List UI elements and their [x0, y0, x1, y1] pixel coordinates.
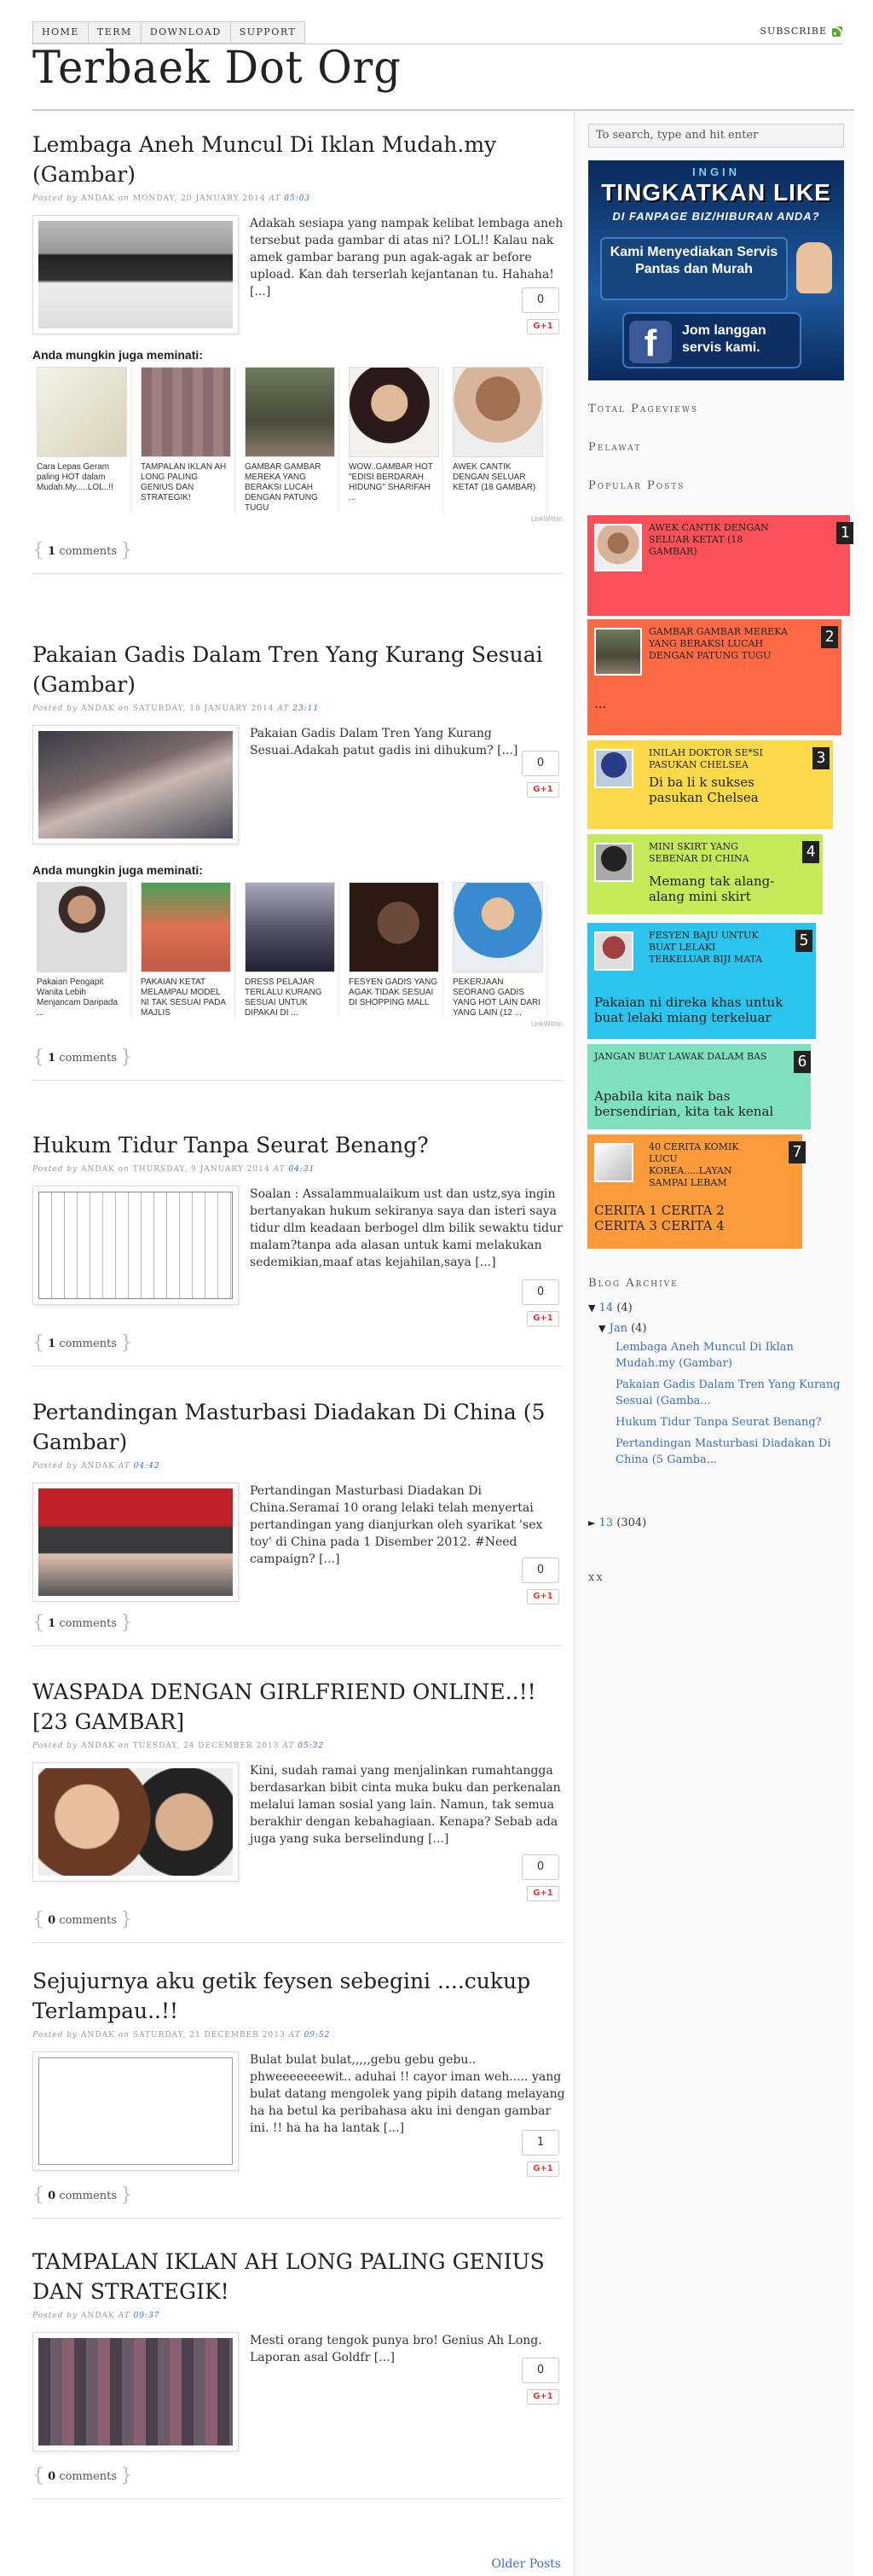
gplus-button[interactable]: G+1: [527, 782, 559, 798]
related-caption[interactable]: AWEK CANTIK DENGAN SELUAR KETAT (18 GAMBAR): [453, 462, 536, 492]
nav-term[interactable]: TERM: [89, 22, 142, 43]
sidebar-xx: xx: [588, 1571, 604, 1584]
on-label: on: [118, 194, 130, 203]
post-separator: [32, 2498, 563, 2499]
popular-post-2[interactable]: [587, 619, 841, 735]
at-label: AT: [118, 1462, 130, 1471]
popular-thumb[interactable]: [594, 843, 633, 882]
popular-rank: 2: [821, 626, 838, 648]
banner-line1: INGIN: [691, 165, 741, 178]
comments-link[interactable]: { 1 comments }: [32, 1612, 133, 1633]
facebook-icon: f: [629, 321, 672, 363]
post-date: TUESDAY, 24 DECEMBER 2013: [132, 1742, 280, 1750]
posted-by-label: Posted by: [32, 705, 78, 713]
post-thumbnail[interactable]: [32, 2332, 239, 2451]
comments-label[interactable]: comments: [59, 1914, 118, 1927]
post-thumbnail[interactable]: [32, 2051, 239, 2171]
post-title[interactable]: Sejujurnya aku getik feysen sebegini ....cukup Terlampau..!!: [32, 1969, 531, 2023]
related-caption[interactable]: FESYEN GADIS YANG AGAK TIDAK SESUAI DI SHOPPING MALL: [349, 978, 438, 1007]
post: [32, 1130, 563, 1366]
gplus-button[interactable]: G+1: [527, 1589, 559, 1604]
related-caption[interactable]: PEKERJAAN SEORANG GADIS YANG HOT LAIN DARI YANG LAIN (12 ...: [453, 978, 541, 1018]
popular-posts-heading: Popular Posts: [588, 479, 685, 492]
archive-post-link[interactable]: Pertandingan Masturbasi Diadakan Di China (5 Gamba...: [616, 1437, 831, 1466]
related-item[interactable]: [32, 367, 131, 513]
archive-post-link[interactable]: Lembaga Aneh Muncul Di Iklan Mudah.my (Gambar): [616, 1341, 794, 1370]
post-thumbnail[interactable]: [32, 215, 239, 334]
post-title[interactable]: TAMPALAN IKLAN AH LONG PALING GENIUS DAN STRATEGIK!: [32, 2249, 545, 2304]
post-title[interactable]: Pakaian Gadis Dalam Tren Yang Kurang Sesuai (Gambar): [32, 642, 543, 697]
post-meta: [32, 1742, 563, 1750]
post-body: [32, 2051, 563, 2179]
posted-by-label: Posted by: [32, 2312, 78, 2320]
posted-by-label: Posted by: [32, 2031, 78, 2039]
post-date: MONDAY, 20 JANUARY 2014: [132, 194, 266, 203]
comments-count[interactable]: 1: [48, 1337, 56, 1350]
comments-count[interactable]: 1: [48, 1052, 56, 1065]
post-separator: [32, 1645, 563, 1646]
post-body: [32, 215, 563, 343]
share-counter: 0: [522, 1854, 559, 1880]
banner-subscribe[interactable]: [622, 312, 801, 368]
post-time[interactable]: 09:37: [133, 2312, 160, 2320]
comments-link[interactable]: { 1 comments }: [32, 1332, 133, 1354]
post-author[interactable]: ANDAK: [81, 705, 115, 713]
post-separator: [32, 573, 563, 574]
comments-label[interactable]: comments: [59, 1337, 118, 1350]
post-author[interactable]: ANDAK: [81, 1462, 115, 1471]
post-separator: [32, 1942, 563, 1943]
related-item[interactable]: [344, 367, 443, 513]
popular-desc: Pakaian ni direka khas untuk buat lelaki miang terkeluar: [594, 995, 783, 1025]
popular-title[interactable]: FESYEN BAJU UNTUK BUAT LELAKI TERKELUAR BIJI MATA: [649, 930, 763, 965]
subscribe-label[interactable]: SUBSCRIBE: [760, 26, 827, 37]
at-label: AT: [277, 705, 290, 713]
archive-count: (4): [616, 1302, 633, 1314]
promo-banner[interactable]: [588, 160, 844, 380]
older-posts-link[interactable]: Older Posts: [491, 2557, 561, 2571]
archive-month[interactable]: Jan: [609, 1322, 627, 1335]
popular-title[interactable]: 40 CERITA KOMIK LUCU KOREA.....LAYAN SAMPAI LEBAM: [649, 1141, 739, 1188]
post-thumbnail[interactable]: [32, 725, 239, 844]
comments-label[interactable]: comments: [59, 545, 118, 558]
archive-jan[interactable]: [598, 1320, 647, 1337]
on-label: on: [118, 1742, 130, 1750]
comments-label[interactable]: comments: [59, 1052, 118, 1065]
comments-count[interactable]: 1: [48, 1617, 56, 1630]
post: [32, 130, 563, 574]
post-time[interactable]: 04:42: [133, 1462, 160, 1471]
related-item[interactable]: [240, 882, 339, 1018]
popular-title[interactable]: INILAH DOKTOR SE*SI PASUKAN CHELSEA: [649, 747, 763, 770]
pelawat-heading: Pelawat: [588, 441, 642, 454]
comments-count[interactable]: 0: [48, 1914, 56, 1927]
archive-year[interactable]: 13: [598, 1517, 614, 1529]
post-date: SATURDAY, 18 JANUARY 2014: [132, 705, 275, 713]
popular-post-6[interactable]: [587, 1044, 811, 1129]
popular-rank: 3: [812, 747, 830, 769]
search-input[interactable]: To search, type and hit enter: [588, 124, 844, 148]
at-label: AT: [269, 194, 281, 203]
post-title[interactable]: Lembaga Aneh Muncul Di Iklan Mudah.my (Gambar): [32, 132, 497, 187]
related-heading: Anda mungkin juga meminati:: [32, 348, 203, 362]
popular-desc: Apabila kita naik bas bersendirian, kita tak kenal: [594, 1088, 774, 1119]
post-body: [32, 2332, 563, 2460]
post-time[interactable]: 23:11: [292, 705, 320, 713]
popular-desc: ...: [594, 696, 607, 711]
at-label: AT: [288, 2031, 301, 2039]
related-item[interactable]: [344, 882, 443, 1018]
post-thumbnail[interactable]: [32, 1186, 239, 1305]
popular-desc: Di ba li k sukses pasukan Chelsea: [649, 775, 759, 805]
comments-label[interactable]: comments: [59, 2190, 118, 2202]
post-meta: [32, 705, 563, 713]
share-counter: 1: [522, 2130, 559, 2155]
collapse-triangle-icon[interactable]: ▼: [588, 1303, 596, 1314]
popular-post-5[interactable]: [587, 923, 816, 1039]
share-counter: 0: [522, 1279, 559, 1305]
popular-rank: 4: [802, 841, 819, 863]
comments-count[interactable]: 1: [48, 545, 56, 558]
at-label: AT: [282, 1742, 295, 1750]
post: [32, 1397, 563, 1646]
comments-link[interactable]: { 0 comments }: [32, 1909, 133, 1930]
post: [32, 2247, 563, 2499]
post-time[interactable]: 09:52: [304, 2031, 331, 2039]
comments-link[interactable]: { 0 comments }: [32, 2465, 133, 2486]
archive-post-link[interactable]: Pakaian Gadis Dalam Tren Yang Kurang Sesuai (Gamba...: [616, 1378, 841, 1407]
post-excerpt: Pakaian Gadis Dalam Tren Yang Kurang Sesuai.Adakah patut gadis ini dihukum? [...]: [250, 727, 518, 757]
popular-post-7[interactable]: [587, 1134, 802, 1249]
post: [32, 640, 563, 1081]
on-label: on: [118, 1165, 130, 1174]
post-excerpt: Mesti orang tengok punya bro! Genius Ah Long. Laporan asal Goldfr [...]: [250, 2334, 542, 2364]
related-item[interactable]: [136, 882, 235, 1018]
post-date: THURSDAY, 9 JANUARY 2014: [132, 1165, 270, 1174]
on-label: on: [118, 705, 130, 713]
popular-thumb[interactable]: [594, 749, 633, 788]
popular-title[interactable]: MINI SKIRT YANG SEBENAR DI CHINA: [649, 841, 749, 864]
comments-label[interactable]: comments: [59, 1617, 118, 1630]
archive-post-link[interactable]: Hukum Tidur Tanpa Seurat Benang?: [616, 1416, 822, 1429]
post-title[interactable]: Hukum Tidur Tanpa Seurat Benang?: [32, 1133, 429, 1157]
gplus-button[interactable]: G+1: [527, 1886, 559, 1901]
related-posts: [32, 367, 563, 513]
post-meta: [32, 2312, 563, 2320]
post-meta: [32, 2031, 563, 2039]
posted-by-label: Posted by: [32, 1462, 78, 1471]
popular-title[interactable]: AWEK CANTIK DENGAN SELUAR KETAT (18 GAMBAR): [649, 522, 769, 557]
popular-rank: 6: [794, 1051, 811, 1073]
popular-thumb[interactable]: [594, 628, 642, 676]
post-author[interactable]: ANDAK: [81, 194, 115, 203]
rss-icon[interactable]: [832, 26, 842, 37]
nav-download[interactable]: DOWNLOAD: [142, 22, 231, 43]
post-title[interactable]: Pertandingan Masturbasi Diadakan Di China (5 Gambar): [32, 1400, 546, 1454]
share-counter: 0: [522, 2358, 559, 2383]
post-body: [32, 725, 563, 853]
archive-2013[interactable]: [588, 1515, 646, 1532]
comments-count[interactable]: 0: [48, 2190, 56, 2202]
post-thumbnail[interactable]: [32, 1482, 239, 1602]
archive-count: (304): [616, 1517, 647, 1529]
post-excerpt: Pertandingan Masturbasi Diadakan Di China.Seramai 10 orang lelaki telah menyertai pertandingan yang dianjurkan oleh syarikat 'sex toy' di China pada 1 Disember 2012. #Need campaign? [...]: [250, 1484, 543, 1566]
total-pageviews-heading: Total Pageviews: [588, 403, 699, 415]
popular-post-1[interactable]: [587, 515, 850, 616]
related-caption[interactable]: GAMBAR GAMBAR MEREKA YANG BERAKSI LUCAH DENGAN PATUNG TUGU: [245, 462, 321, 513]
gplus-button[interactable]: G+1: [527, 319, 559, 334]
post-meta: [32, 194, 563, 203]
post: [32, 1677, 563, 1943]
related-item[interactable]: [32, 882, 131, 1018]
banner-line2: TINGKATKAN LIKE: [601, 179, 831, 206]
post-author[interactable]: ANDAK: [81, 1742, 115, 1750]
post-date: SATURDAY, 21 DECEMBER 2013: [132, 2031, 286, 2039]
related-item[interactable]: [448, 882, 547, 1018]
blog-archive-heading: Blog Archive: [588, 1277, 679, 1290]
popular-title[interactable]: GAMBAR GAMBAR MEREKA YANG BERAKSI LUCAH DENGAN PATUNG TUGU: [649, 626, 788, 661]
banner-line5: Jom langgan servis kami.: [682, 323, 766, 355]
popular-rank: 5: [795, 930, 812, 952]
related-caption[interactable]: TAMPALAN IKLAN AH LONG PALING GENIUS DAN STRATEGIK!: [141, 462, 227, 502]
related-caption[interactable]: PAKAIAN KETAT MELAMPAU MODEL NI TAK SESUAI PADA MAJLIS: [141, 978, 226, 1018]
post-time[interactable]: 05:32: [298, 1742, 325, 1750]
popular-thumb[interactable]: [594, 524, 642, 571]
top-nav: [32, 21, 305, 44]
subscribe-link[interactable]: [760, 26, 842, 37]
share-counter: 0: [522, 287, 559, 313]
popular-post-3[interactable]: [587, 740, 833, 829]
related-caption[interactable]: DRESS PELAJAR TERLALU KURANG SESUAI UNTUK DIPAKAI DI ...: [245, 978, 322, 1018]
posted-by-label: Posted by: [32, 194, 78, 203]
post-body: [32, 1762, 563, 1898]
archive-count: (4): [631, 1322, 647, 1335]
thumbs-up-icon: [796, 242, 832, 293]
gplus-button[interactable]: G+1: [527, 2161, 559, 2177]
post-author[interactable]: ANDAK: [81, 2031, 115, 2039]
related-item[interactable]: [448, 367, 547, 513]
post-body: [32, 1482, 563, 1610]
posted-by-label: Posted by: [32, 1742, 78, 1750]
gplus-button[interactable]: G+1: [527, 1311, 559, 1326]
post-thumbnail[interactable]: [32, 1762, 239, 1882]
on-label: on: [118, 2031, 130, 2039]
post-body: [32, 1186, 563, 1323]
site-title[interactable]: Terbaek Dot Org: [32, 43, 402, 94]
post-separator: [32, 2218, 563, 2219]
nav-home[interactable]: HOME: [33, 22, 89, 43]
comments-count[interactable]: 0: [48, 2470, 56, 2483]
archive-year[interactable]: 14: [598, 1302, 614, 1314]
post: [32, 1966, 563, 2219]
archive-post-list: [616, 1339, 854, 1468]
post-excerpt: Bulat bulat bulat,,,,,gebu gebu gebu.. phweeeeeeewit.. aduhai !! cayor iman weh..... yang bulat datang mengolek yang pipih datang melayang ha ha betul ka peribahasa aku ini dengan gambar ini. !! ha ha ha lantak [...]: [250, 2053, 565, 2135]
post-meta: [32, 1462, 563, 1471]
related-item[interactable]: [240, 367, 339, 513]
at-label: AT: [273, 1165, 286, 1174]
comments-label[interactable]: comments: [59, 2470, 118, 2483]
share-counter: 0: [522, 1558, 559, 1583]
popular-thumb[interactable]: [594, 1143, 633, 1182]
comments-link[interactable]: { 1 comments }: [32, 1047, 133, 1068]
post-excerpt: Soalan : Assalammualaikum ust dan ustz,sya ingin bertanyakan hukum sekiranya saya dan isteri saya tidur dlm keadaan berbogel dlm bilik sewaktu tidur malam?tanpa ada alasan untuk kami melakukan sedemikian,maaf atas kejahilan,saya [...]: [250, 1187, 563, 1269]
banner-line4: Kami Menyediakan Servis Pantas dan Murah: [600, 237, 788, 300]
popular-desc: CERITA 1 CERITA 2 CERITA 3 CERITA 4: [594, 1203, 725, 1233]
at-label: AT: [118, 2312, 130, 2320]
expand-triangle-icon[interactable]: ►: [588, 1517, 596, 1529]
popular-title[interactable]: JANGAN BUAT LAWAK DALAM BAS: [594, 1051, 767, 1062]
post-separator: [32, 1080, 563, 1081]
related-caption[interactable]: Pakaian Pengapit Wanita Lebih Menjancam Daripada ...: [37, 978, 119, 1018]
post-meta: [32, 1165, 563, 1174]
post-excerpt: Adakah sesiapa yang nampak kelibat lembaga aneh tersebut pada gambar di atas ni? LOL!! Kalau nak amek gambar barang pun agak-agak ar before upload. Kan dah terserlah kejantanan tu. Hahaha! [...]: [250, 217, 564, 299]
related-caption[interactable]: Cara Lepas Geram paling HOT dalam Mudah.My.....LOL..!!: [37, 462, 113, 492]
linkwithin-label[interactable]: LinkWithin: [531, 1020, 563, 1028]
popular-thumb[interactable]: [594, 931, 633, 971]
related-heading: Anda mungkin juga meminati:: [32, 863, 203, 877]
post-author[interactable]: ANDAK: [81, 1165, 115, 1174]
post-title[interactable]: WASPADA DENGAN GIRLFRIEND ONLINE..!! [23 GAMBAR]: [32, 1680, 536, 1734]
comments-link[interactable]: { 1 comments }: [32, 540, 133, 561]
popular-rank: 1: [836, 522, 853, 544]
share-counter: 0: [522, 751, 559, 776]
post-excerpt: Kini, sudah ramai yang menjalinkan rumahtangga berdasarkan bibit cinta muka buku dan perkenalan melalui laman sosial yang lain. Namun, tak semua berakhir dengan kebahagiaan. Kenapa? Sebab ada juga yang suka berselindung [...]: [250, 1764, 561, 1846]
post-author[interactable]: ANDAK: [81, 2312, 115, 2320]
nav-support[interactable]: SUPPORT: [239, 26, 297, 38]
gplus-button[interactable]: G+1: [527, 2389, 559, 2405]
related-item[interactable]: [136, 367, 235, 513]
archive-2014[interactable]: [588, 1300, 633, 1317]
popular-post-4[interactable]: [587, 834, 823, 914]
sidebar-divider: [574, 111, 575, 2576]
posted-by-label: Posted by: [32, 1165, 78, 1174]
banner-line3: DI FANPAGE BIZ/HIBURAN ANDA?: [612, 210, 820, 223]
post-time[interactable]: 05:03: [284, 194, 311, 203]
related-caption[interactable]: WOW..GAMBAR HOT "EDISI BERDARAH HIDUNG" SHARIFAH ...: [349, 462, 433, 502]
post-time[interactable]: 04:31: [288, 1165, 315, 1174]
collapse-triangle-icon[interactable]: ▼: [598, 1323, 606, 1334]
related-posts: [32, 882, 563, 1018]
comments-link[interactable]: { 0 comments }: [32, 2184, 133, 2206]
popular-desc: Memang tak alang-alang mini skirt: [649, 873, 775, 904]
popular-rank: 7: [789, 1141, 806, 1163]
linkwithin-label[interactable]: LinkWithin: [531, 515, 563, 523]
